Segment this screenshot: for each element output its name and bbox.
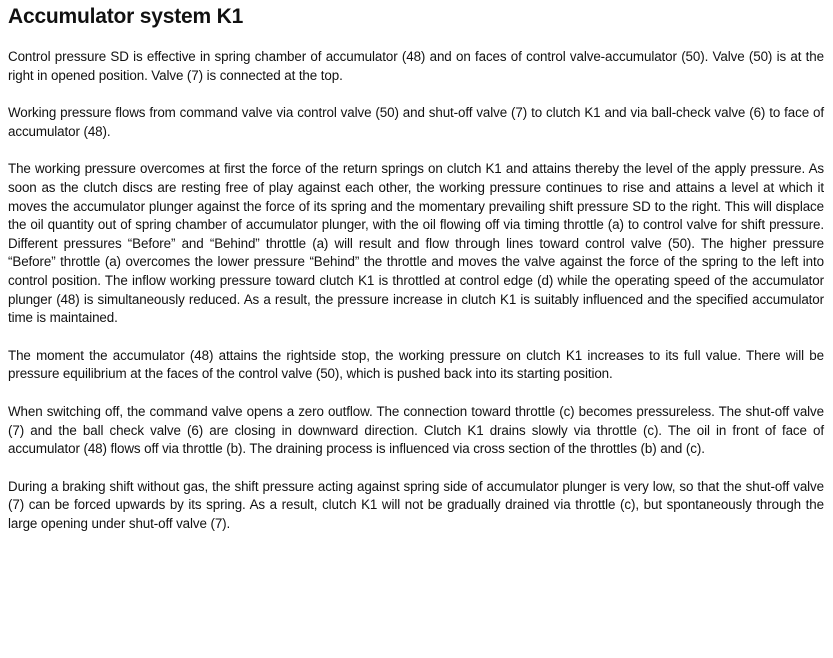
paragraph-working-pressure-flow: Working pressure flows from command valve via control valve (50) and shut-off valve (7) to clutch K1 and via ball-check valve (6) to face of accumulator (48). <box>8 105 824 139</box>
paragraph-control-pressure: Control pressure SD is effective in spring chamber of accumulator (48) and on faces of control valve-accumulator (50). Valve (50) is at the right in opened position. Valve (7) is connected at the top. <box>8 49 824 83</box>
document-page <box>8 4 824 552</box>
document-title: Accumulator system K1 <box>8 5 244 28</box>
paragraph-rightside-stop: The moment the accumulator (48) attains the rightside stop, the working pressure on clutch K1 increases to its full value. There will be pressure equilibrium at the faces of the control valve (50), which is pushed back into its starting position. <box>8 347 824 382</box>
paragraph-braking-shift: During a braking shift without gas, the shift pressure acting against spring side of accumulator plunger is very low, so that the shut-off valve (7) can be forced upwards by its spring. As a result, clutch K1 will not be gradually drained via throttle (c), but spontaneously through the large opening under shut-off valve (7). <box>8 478 824 531</box>
paragraph-pressure-overcomes: The working pressure overcomes at first the force of the return springs on clutch K1 and attains thereby the level of the apply pressure. As soon as the clutch discs are resting free of play against each other, the working pressure continues to rise and attains a level at which it moves the accumulator plunger against the force of its spring and the momentary prevailing shift pressure SD to the right. This will displace the oil quantity out of spring chamber of accumulator plunger, with the oil flowing off via timing throttle (a) to control valve for shift pressure. Different pressures “Before” and “Behind” throttle (a) will result and flow through lines toward control valve (50). The higher pressure “Before” throttle (a) overcomes the lower pressure “Behind” the throttle and moves the valve against the force of the spring to the left into control position. The inflow working pressure toward clutch K1 is throttled at control edge (d) while the operating speed of the accumulator plunger (48) is simultaneously reduced. As a result, the pressure increase in clutch K1 is suitably influenced and the specified accumulator time is maintained. <box>8 161 824 326</box>
paragraph-switching-off: When switching off, the command valve opens a zero outflow. The connection toward throttle (c) becomes pressureless. The shut-off valve (7) and the ball check valve (6) are closing in downward direction. Clutch K1 drains slowly via throttle (c). The oil in front of face of accumulator (48) flows off via throttle (b). The draining process is influenced via cross section of the throttles (b) and (c). <box>8 403 824 457</box>
